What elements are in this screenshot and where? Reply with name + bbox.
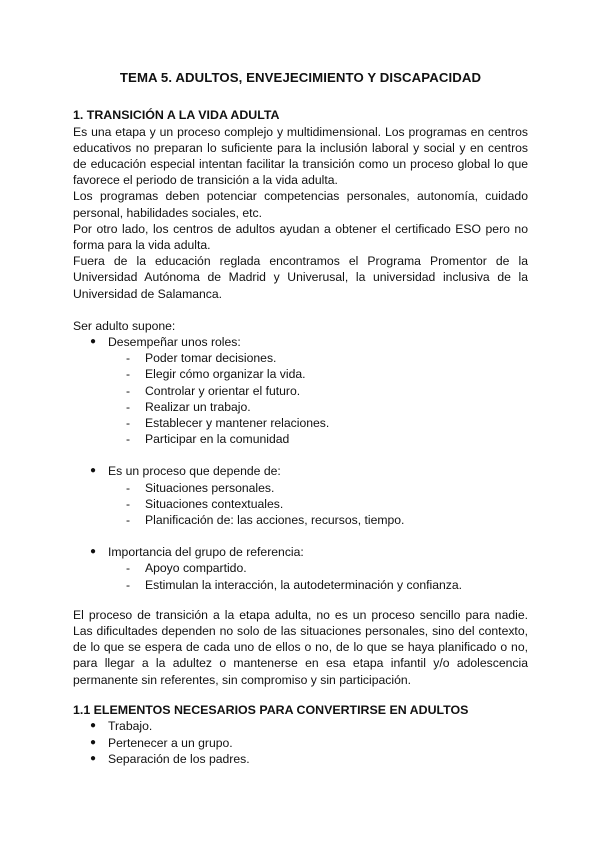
list-item: ● Separación de los padres. [90, 751, 250, 766]
dash-icon: - [126, 367, 131, 382]
list-item: - Elegir cómo organizar la vida. [126, 367, 306, 382]
bullet-icon: ● [90, 465, 97, 477]
dash-list [73, 350, 528, 447]
document-page [73, 70, 528, 767]
section-1-1-heading: 1.1 ELEMENTOS NECESARIOS PARA CONVERTIRSE EN ADULTOS [73, 702, 469, 717]
closing-paragraph: El proceso de transición a la etapa adulta, no es un proceso sencillo para nadie. Las dificultades dependen no solo de las situaciones personales, sino del contexto, de lo que se espera de cada uno de ellos o no, de lo que se haya planificado o no, para llegar a la adultez o mantenerse en esa etapa infantil y/o adolescencia permanente sin referentes, sin compromiso y sin participación. [73, 607, 528, 687]
list-item: - Realizar un trabajo. [126, 399, 251, 414]
list-item [73, 544, 528, 560]
dash-icon: - [126, 577, 131, 592]
list-item: - Participar en la comunidad [126, 432, 290, 447]
list-item: - Situaciones contextuales. [126, 496, 284, 511]
dash-list [73, 480, 528, 529]
bullet-label: Desempeñar unos roles: [108, 335, 241, 350]
dash-icon: - [126, 496, 131, 511]
bullet-icon: ● [90, 546, 97, 558]
paragraph-4: Fuera de la educación reglada encontramos el Programa Promentor de la Universidad Autónoma de Madrid y Univerusal, la universidad inclusiva de la Universidad de Salamanca. [73, 254, 528, 301]
bullet-icon: ● [90, 720, 97, 732]
dash-icon: - [126, 351, 131, 366]
dash-icon: - [126, 399, 131, 414]
paragraph-2: Los programas deben potenciar competencias personales, autonomía, cuidado personal, habilidades sociales, etc. [73, 189, 528, 220]
list-item: ● Trabajo. [90, 719, 153, 734]
list-item: - Situaciones personales. [126, 480, 275, 495]
section-1-heading: 1. TRANSICIÓN A LA VIDA ADULTA [73, 108, 280, 122]
adult-intro: Ser adulto supone: [73, 318, 176, 333]
list-item: - Estimulan la interacción, la autodeterminación y confianza. [126, 577, 463, 592]
list-item [73, 463, 528, 479]
dash-list [73, 560, 528, 592]
list-item [73, 334, 528, 350]
list-item: - Poder tomar decisiones. [126, 351, 277, 366]
bullet-label: Importancia del grupo de referencia: [108, 545, 304, 560]
bullet-icon: ● [90, 736, 97, 748]
list-item: - Establecer y mantener relaciones. [126, 416, 330, 431]
bullet-icon: ● [90, 752, 97, 764]
document-title: TEMA 5. ADULTOS, ENVEJECIMIENTO Y DISCAPACIDAD [119, 70, 482, 85]
dash-icon: - [126, 416, 131, 431]
bullet-icon: ● [90, 336, 97, 348]
paragraph-1: Es una etapa y un proceso complejo y multidimensional. Los programas en centros educativos no preparan lo suficiente para la inclusión laboral y social y en centros de educación especial intentan facilitar la transición como un proceso global lo que favorece el periodo de transición a la vida adulta. [73, 124, 528, 188]
dash-icon: - [126, 383, 131, 398]
paragraph-3: Por otro lado, los centros de adultos ayudan a obtener el certificado ESO pero no forma para la vida adulta. [73, 221, 528, 253]
list-item: - Planificación de: las acciones, recursos, tiempo. [126, 513, 405, 528]
list-item: - Controlar y orientar el futuro. [126, 383, 301, 398]
dash-icon: - [126, 480, 131, 495]
dash-icon: - [126, 513, 131, 528]
list-item: ● Pertenecer a un grupo. [90, 735, 233, 750]
list-item: - Apoyo compartido. [126, 561, 247, 576]
dash-icon: - [126, 561, 131, 576]
dash-icon: - [126, 432, 131, 447]
bullet-label: Es un proceso que depende de: [108, 464, 281, 479]
